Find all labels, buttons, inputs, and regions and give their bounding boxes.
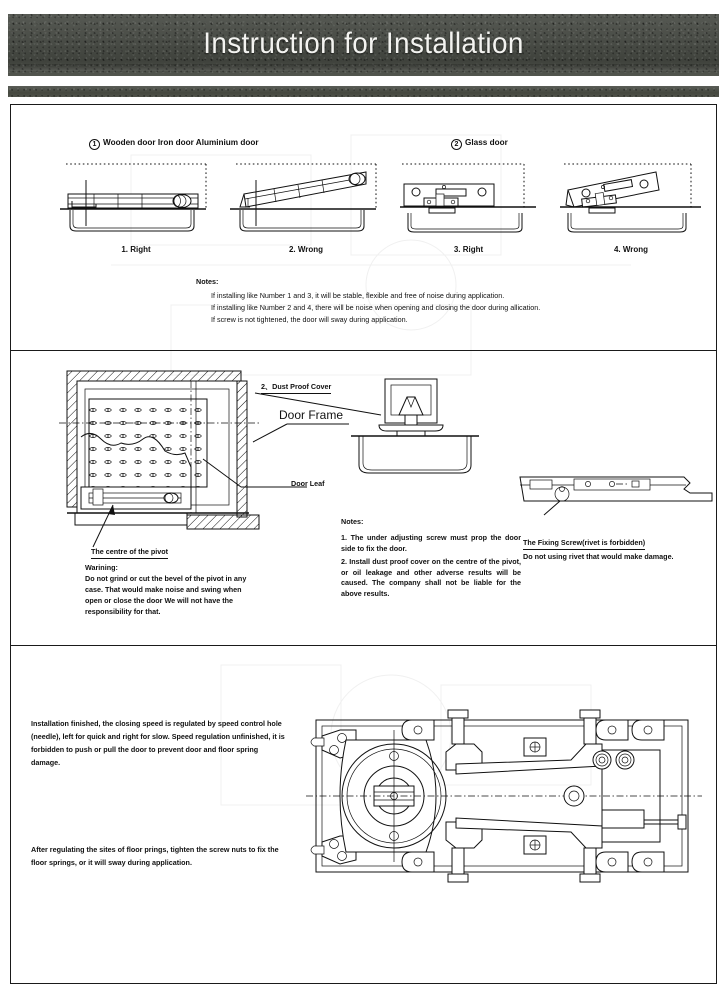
banner-texture bbox=[8, 14, 719, 76]
section3-paragraph: Installation finished, the closing speed is regulated by speed control hole (needle), left for quick and right for slow. Speed regulation unfinished, it is forbidden to push or pull the door to prevent door and floor spring damage. bbox=[31, 719, 285, 767]
section-divider bbox=[11, 645, 716, 646]
section2-notes-title: Notes: bbox=[341, 517, 364, 526]
leader-centre-of-pivot bbox=[81, 503, 121, 551]
figure-caption: 2. Wrong bbox=[288, 245, 324, 254]
group-marker-2: 2 bbox=[451, 139, 462, 150]
figure-wooden-door-wrong bbox=[226, 160, 386, 235]
group-label-wooden-iron-aluminium: 1 Wooden door Iron door Aluminium door bbox=[89, 138, 259, 150]
warning-line: case. That would make noise and swing when bbox=[85, 585, 242, 594]
figure-glass-door-wrong bbox=[556, 160, 706, 235]
label-fixing-screw: The Fixing Screw(rivet is forbidden) bbox=[523, 538, 645, 550]
figure-caption: 3. Right bbox=[453, 245, 484, 254]
figure-wooden-door-right bbox=[56, 160, 216, 235]
warning-line: Do not grind or cut the bevel of the pivot in any bbox=[85, 574, 247, 583]
figure-glass-door-right bbox=[396, 160, 541, 235]
section3-paragraph: After regulating the sites of floor prings, tighten the screw nuts to fix the floor springs, or it will sway during application. bbox=[31, 845, 279, 867]
group-marker-1: 1 bbox=[89, 139, 100, 150]
leader-door-frame bbox=[251, 422, 351, 446]
section1-note-line: If screw is not tightened, the door will sway during application. bbox=[211, 315, 408, 324]
page-title: Instruction for Installation bbox=[203, 27, 524, 60]
banner-strip bbox=[8, 86, 719, 97]
label-door-frame: Door Frame bbox=[279, 408, 344, 422]
diagram-floor-spring-top-view bbox=[306, 700, 706, 900]
label-door-leaf: Door Leaf bbox=[291, 479, 325, 488]
label-centre-of-pivot: The centre of the pivot bbox=[91, 547, 168, 559]
section2-note-item: 2. Install dust proof cover on the centre of the pivot, or oil leakage and other adverse results will be caused. The company shall not be liable for the above results. bbox=[341, 557, 521, 598]
group-label-glass: 2 Glass door bbox=[451, 138, 508, 150]
warning-line: open or close the door We will not have the bbox=[85, 596, 234, 605]
section1-note-line: If installing like Number 2 and 4, there will be noise when opening and closing the door during allication. bbox=[211, 303, 541, 312]
warning-line: responsibility for that. bbox=[85, 607, 161, 616]
header-banner bbox=[8, 14, 719, 76]
figure-caption: 1. Right bbox=[121, 245, 151, 254]
label-dust-proof-cover: 2、Dust Proof Cover bbox=[261, 382, 331, 394]
document-sheet bbox=[10, 104, 717, 984]
diagram-spring-bar-side-view bbox=[516, 463, 716, 511]
section1-note-line: If installing like Number 1 and 3, it will be stable, flexible and free of noise during application. bbox=[211, 291, 505, 300]
figure-caption: 4. Wrong bbox=[613, 245, 649, 254]
label-fixing-screw-note: Do not using rivet that would make damage. bbox=[523, 552, 674, 561]
section-divider bbox=[11, 350, 716, 351]
warning-title: Warining: bbox=[85, 563, 118, 572]
section1-notes-title: Notes: bbox=[196, 277, 219, 286]
section2-note-item: 1. The under adjusting screw must prop the door side to fix the door. bbox=[341, 533, 521, 553]
